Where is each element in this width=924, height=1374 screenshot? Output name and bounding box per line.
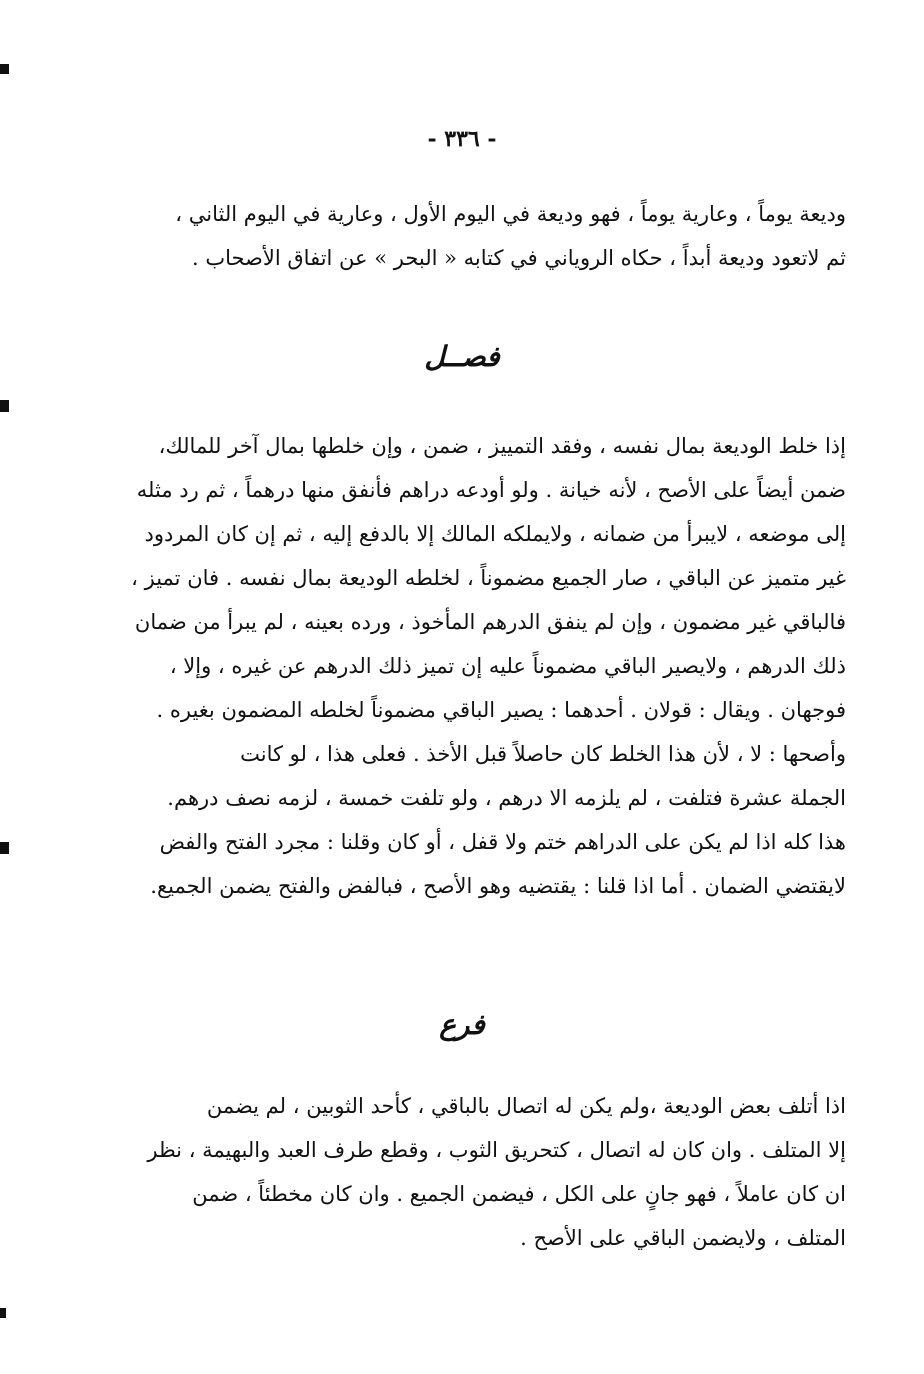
paragraph-1: [80, 192, 846, 280]
text-line: إلا المتلف . وان كان له اتصال ، كتحريق الثوب ، وقطع طرف العبد والبهيمة ، نظر: [147, 1138, 846, 1162]
text-line: الجملة عشرة فتلفت ، لم يلزمه الا درهم ، ولو تلفت خمسة ، لزمه نصف درهم.: [167, 786, 846, 810]
text-line: ضمن أيضاً على الأصح ، لأنه خيانة . ولو أودعه دراهم فأنفق منها درهماً ، ثم رد مثله: [136, 478, 846, 502]
paragraph-3: [80, 1084, 846, 1260]
margin-mark: [0, 64, 9, 74]
subsection-heading: فرع: [439, 1008, 485, 1041]
text-line: المتلف ، ولايضمن الباقي على الأصح .: [520, 1226, 846, 1250]
text-line: ثم لاتعود وديعة أبداً ، حكاه الروياني في كتابه « البحر » عن اتفاق الأصحاب .: [191, 246, 846, 270]
text-line: وأصحها : لا ، لأن هذا الخلط كان حاصلاً قبل الأخذ . فعلى هذا ، لو كانت: [240, 742, 846, 766]
margin-mark: [0, 400, 9, 412]
text-line: فالباقي غير مضمون ، وإن لم ينفق الدرهم المأخوذ ، ورده بعينه ، لم يبرأ من ضمان: [134, 610, 846, 634]
text-line: لايقتضي الضمان . أما اذا قلنا : يقتضيه وهو الأصح ، فبالفض والفتح يضمن الجميع.: [150, 874, 846, 898]
text-line: فوجهان . ويقال : قولان . أحدهما : يصير الباقي مضموناً لخلطه المضمون بغيره .: [156, 698, 846, 722]
text-line: ذلك الدرهم ، ولايصير الباقي مضموناً عليه إن تميز ذلك الدرهم عن غيره ، وإلا ،: [169, 654, 846, 678]
text-line: غير متميز عن الباقي ، صار الجميع مضموناً ، لخلطه الوديعة بمال نفسه . فان تميز ،: [131, 566, 846, 590]
page-number: - ٣٣٦ -: [427, 126, 497, 152]
section-heading: فصــل: [424, 340, 500, 373]
text-line: إلى موضعه ، لايبرأ من ضمانه ، ولايملكه المالك إلا بالدفع إليه ، ثم إن كان المردود: [144, 522, 846, 546]
text-line: اذا أتلف بعض الوديعة ،ولم يكن له اتصال بالباقي ، كأحد الثوبين ، لم يضمن: [206, 1094, 846, 1118]
text-line: إذا خلط الوديعة بمال نفسه ، وفقد التمييز ، ضمن ، وإن خلطها بمال آخر للمالك،: [158, 434, 846, 458]
text-line: هذا كله اذا لم يكن على الدراهم ختم ولا قفل ، أو كان وقلنا : مجرد الفتح والفض: [159, 830, 846, 854]
margin-mark: [0, 1308, 6, 1318]
paragraph-2: [80, 424, 846, 908]
text-line: وديعة يوماً ، وعارية يوماً ، فهو وديعة في اليوم الأول ، وعارية في اليوم الثاني ،: [175, 202, 846, 226]
text-line: ان كان عاملاً ، فهو جانٍ على الكل ، فيضمن الجميع . وان كان مخطئاً ، ضمن: [192, 1182, 846, 1206]
margin-mark: [0, 842, 9, 854]
